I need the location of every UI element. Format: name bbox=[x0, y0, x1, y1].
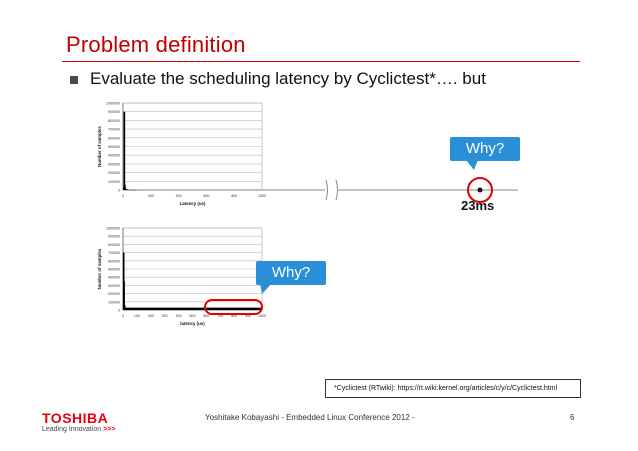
toshiba-logo: TOSHIBA bbox=[42, 410, 109, 426]
x-tick-label: 0 bbox=[122, 194, 124, 198]
y-tick-label: 0 bbox=[118, 308, 120, 313]
y-tick-label: 0 bbox=[118, 188, 120, 193]
y-tick-label: 500000 bbox=[108, 267, 120, 272]
y-tick-label: 800000 bbox=[108, 118, 120, 123]
callout-top-pointer bbox=[466, 160, 478, 170]
footer-text: Yoshitake Kobayashi - Embedded Linux Conference 2012 - bbox=[205, 413, 415, 422]
x-tick-label: 200 bbox=[147, 314, 154, 318]
y-axis-label: Number of samples bbox=[97, 126, 102, 167]
why-callout-bottom: Why? bbox=[256, 261, 326, 285]
x-tick-label: 400 bbox=[175, 314, 182, 318]
y-tick-label: 300000 bbox=[108, 162, 120, 167]
x-tick-label: 800 bbox=[231, 194, 238, 198]
x-tick-label: 400 bbox=[175, 194, 182, 198]
y-tick-label: 900000 bbox=[108, 234, 120, 239]
y-tick-label: 600000 bbox=[108, 259, 120, 264]
y-tick-label: 500000 bbox=[108, 145, 120, 149]
footnote: *Cyclictest (RTwiki): https://rt.wiki.kernel.org/articles/c/y/c/Cyclictest.html bbox=[325, 379, 581, 398]
y-tick-label: 200000 bbox=[108, 292, 120, 297]
x-tick-label: 600 bbox=[203, 194, 210, 198]
x-tick-label: 600 bbox=[203, 314, 210, 318]
y-tick-label: 700000 bbox=[108, 251, 120, 256]
x-tick-label: 100 bbox=[133, 314, 140, 318]
y-tick-label: 600000 bbox=[108, 136, 120, 141]
x-tick-label: 300 bbox=[161, 314, 168, 318]
x-tick-label: 200 bbox=[147, 194, 154, 198]
y-tick-label: 300000 bbox=[108, 283, 120, 288]
x-tick-label: 1000 bbox=[258, 314, 266, 318]
x-axis-label: latency (us) bbox=[180, 321, 205, 326]
y-tick-label: 1000000 bbox=[106, 226, 120, 231]
y-axis-label: Number of samples bbox=[97, 248, 102, 290]
why-callout-top: Why? bbox=[450, 137, 520, 161]
x-tick-label: 900 bbox=[245, 314, 252, 318]
y-tick-label: 700000 bbox=[108, 127, 120, 132]
y-tick-label: 100000 bbox=[108, 179, 120, 184]
bullet-text: Evaluate the scheduling latency by Cyclictest*…. but bbox=[90, 69, 486, 88]
slide-title: Problem definition bbox=[66, 32, 246, 57]
y-tick-label: 400000 bbox=[108, 275, 120, 280]
x-tick-label: 0 bbox=[122, 314, 124, 318]
page-number: 6 bbox=[570, 413, 575, 422]
x-axis-label: Latency (us) bbox=[179, 201, 206, 206]
y-tick-label: 1000000 bbox=[106, 101, 120, 106]
x-tick-label: 500 bbox=[189, 314, 196, 318]
tagline-text: Leading Innovation bbox=[42, 426, 102, 433]
x-tick-label: 800 bbox=[231, 314, 238, 318]
tagline-arrows-icon: >>> bbox=[103, 426, 116, 433]
x-tick-label: 1000 bbox=[258, 194, 266, 198]
y-tick-label: 800000 bbox=[108, 242, 120, 247]
y-tick-label: 200000 bbox=[108, 171, 120, 176]
y-tick-label: 400000 bbox=[108, 153, 120, 158]
y-tick-label: 100000 bbox=[108, 300, 120, 305]
x-tick-label: 700 bbox=[217, 314, 224, 318]
tagline bbox=[42, 426, 115, 433]
latency-label: 23ms bbox=[461, 198, 495, 213]
y-tick-label: 900000 bbox=[108, 110, 120, 115]
